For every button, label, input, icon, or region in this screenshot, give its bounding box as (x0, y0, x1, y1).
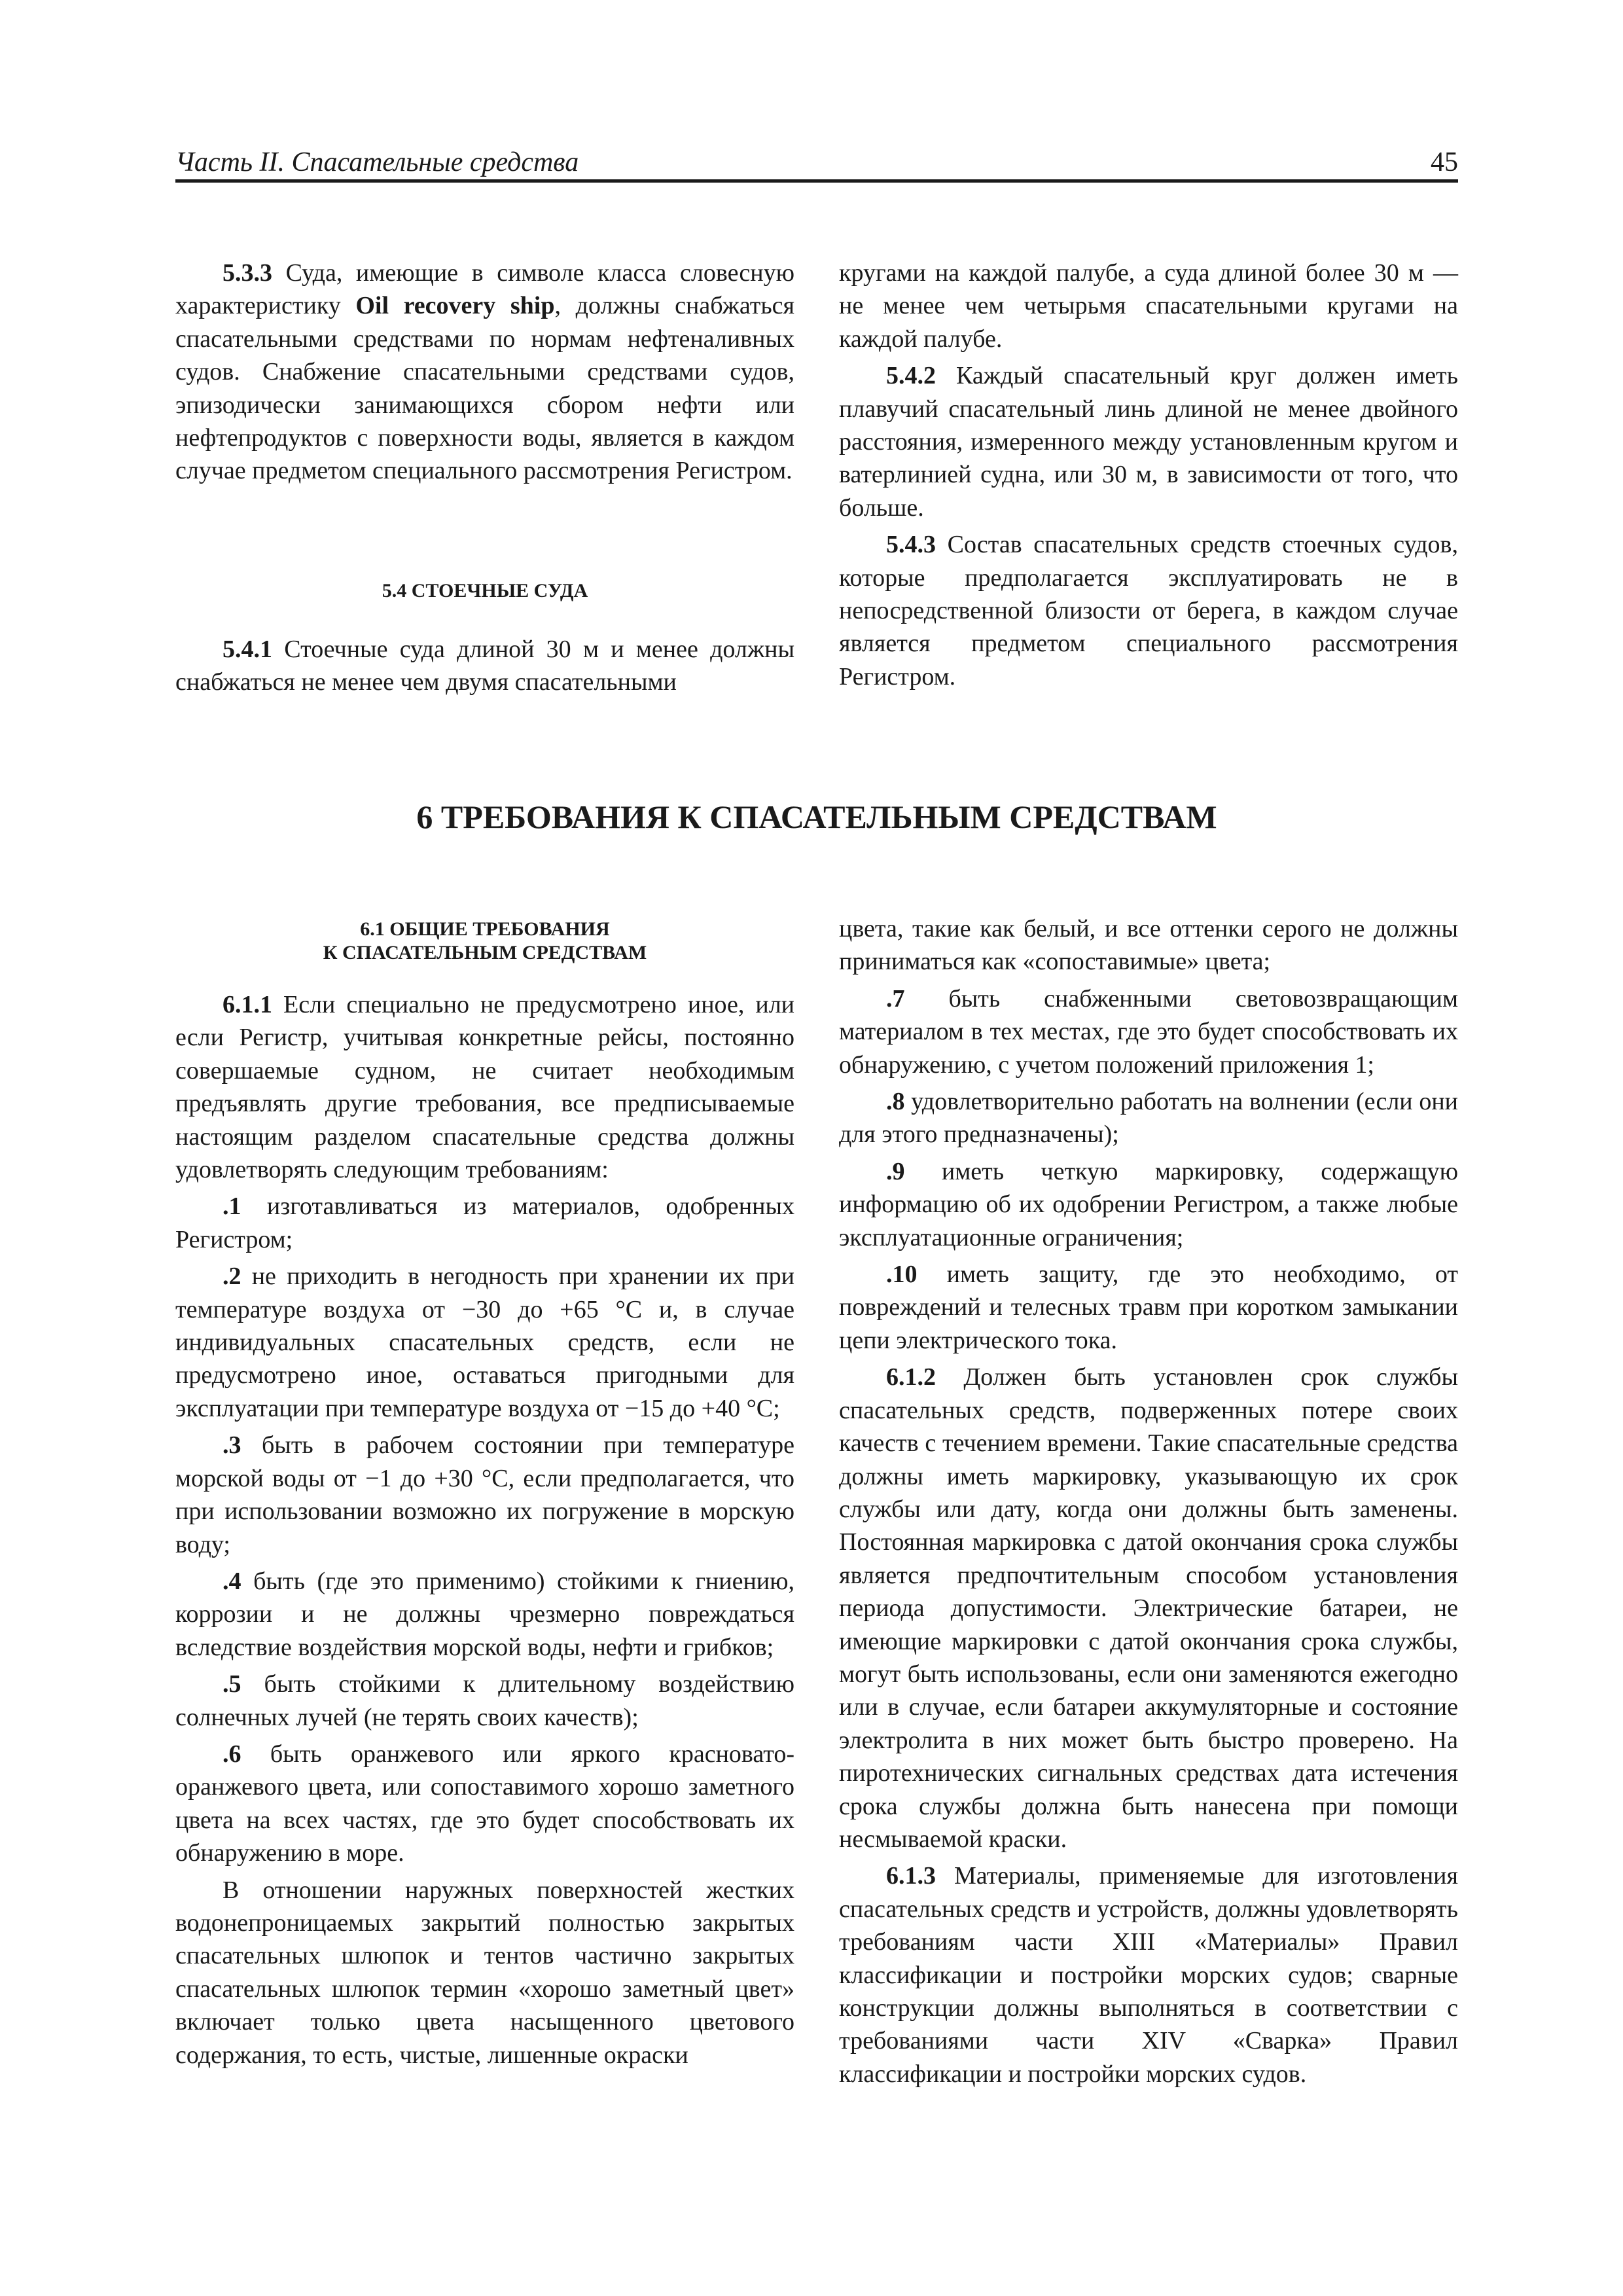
item-text: быть стойкими к длительному воздействию солнечных лучей (не терять своих качеств); (175, 1670, 794, 1731)
paragraph-5-4-1 (175, 633, 794, 699)
item-number: .7 (886, 984, 905, 1013)
paragraph-text: Должен быть установлен срок службы спасательных средств, подверженных потере своих качеств с течением времени. Такие спасательные средства должны иметь маркировку, указывающую их срок службы или дату, когда они должны быть заменены. Постоянная маркировка с датой окончания срока службы является предпочтительным способом установления периода допустимости. Электрические батареи, не имеющие маркировки с датой окончания срока службы, могут быть использованы, если они заменяются ежегодно или в случае, если батареи аккумуляторные и состояние электролита в них может быть быстро проверено. На пиротехнических сигнальных средствах дата истечения срока службы должна быть нанесена при помощи несмываемой краски. (839, 1363, 1458, 1853)
paragraph-text: Стоечные суда длиной 30 м и менее должны снабжаться не менее чем двумя спасательными (175, 635, 794, 696)
paragraph-text: , должны снабжаться спасательными средствами по нормам нефтеналивных судов. Снабжение спасательными средствами судов, эпизодически занимающихся сбором нефти или нефтепродуктов с поверхности воды, является в каждом случае предметом специального рассмотрения Регистром. (175, 292, 795, 485)
list-item-7 (839, 982, 1458, 1081)
paragraph-5-4-2 (839, 359, 1458, 524)
item-number: .6 (223, 1740, 241, 1768)
list-item-5 (175, 1668, 794, 1734)
paragraph-6-1-2 (839, 1361, 1458, 1856)
paragraph-text: Каждый спасательный круг должен иметь плавучий спасательный линь длиной не менее двойного расстояния, измеренного между установленным кругом и ватерлинией судна, или 30 м, в зависимости от того, что больше. (839, 362, 1458, 522)
class-notation: Oil recovery ship (355, 292, 555, 320)
list-item-8 (839, 1085, 1458, 1151)
list-item-1 (175, 1190, 794, 1256)
top-right-column (839, 257, 1458, 693)
header-title: Часть II. Спасательные средства (175, 147, 579, 177)
paragraph-text: Суда, имеющие в символе класса словесную характеристику (175, 259, 794, 320)
page-number: 45 (1431, 147, 1458, 177)
paragraph-continuation: цвета, такие как белый, и все оттенки серого не должны приниматься как «сопоставимые» цвета; (839, 915, 1458, 976)
running-header (175, 145, 1458, 181)
item-text: быть оранжевого или яркого красновато-оранжевого цвета, или сопоставимого хорошо заметного цвета на всех частях, где это будет способствовать их обнаружению в море. (175, 1740, 794, 1867)
section-heading-line: К СПАСАТЕЛЬНЫМ СРЕДСТВАМ (323, 942, 647, 963)
list-item-9 (839, 1155, 1458, 1254)
item-text: иметь защиту, где это необходимо, от повреждений и телесных травм при коротком замыкании цепи электрического тока. (839, 1261, 1458, 1354)
bottom-left-column (175, 918, 794, 2072)
item-number: .1 (223, 1193, 241, 1221)
item-text: быть в рабочем состоянии при температуре морской воды от −1 до +30 °С, если предполагается, что при использовании возможно их погружение в морскую воду; (175, 1431, 794, 1558)
paragraph-number: 6.1.3 (886, 1862, 936, 1890)
paragraph-number: 5.4.2 (886, 362, 936, 390)
item-text: быть (где это применимо) стойкими к гниению, коррозии и не должны чрезмерно повреждаться вследствие воздействия морской воды, нефти и грибков; (175, 1567, 794, 1661)
item-number: .3 (223, 1431, 241, 1460)
item-number: .10 (886, 1261, 918, 1289)
list-item-4 (175, 1565, 794, 1664)
item-text: не приходить в негодность при хранении их при температуре воздуха от −30 до +65 °С и, в случае индивидуальных спасательных средств, если не предусмотрено иное, оставаться пригодными для эксплуатации при температуре воздуха от −15 до +40 °С; (175, 1263, 794, 1422)
paragraph-5-3-3 (175, 257, 794, 488)
paragraph-text: Состав спасательных средств стоечных судов, которые предполагается эксплуатировать не в непосредственной близости от берега, в каждом случае является предметом специального рассмотрения Регистром. (839, 531, 1458, 691)
item-text: изготавливаться из материалов, одобренных Регистром; (175, 1193, 794, 1253)
header-rule (175, 179, 1458, 183)
item-number: .5 (223, 1670, 241, 1698)
paragraph-number: 5.3.3 (223, 259, 272, 287)
paragraph-number: 6.1.2 (886, 1363, 936, 1391)
list-item-3 (175, 1429, 794, 1561)
list-item-2 (175, 1260, 794, 1425)
paragraph-6-1-1 (175, 988, 794, 1186)
paragraph-number: 5.4.3 (886, 531, 936, 559)
list-item-10 (839, 1258, 1458, 1357)
item-number: .9 (886, 1157, 905, 1185)
item-number: .2 (223, 1263, 241, 1291)
item-number: .8 (886, 1088, 905, 1116)
chapter-title: 6 ТРЕБОВАНИЯ К СПАСАТЕЛЬНЫМ СРЕДСТВАМ (416, 798, 1217, 835)
item-text: иметь четкую маркировку, содержащую информацию об их одобрении Регистром, а также любые эксплуатационные ограничения; (839, 1157, 1458, 1251)
paragraph-text: Материалы, применяемые для изготовления спасательных средств и устройств, должны удовлетворять требованиям части XIII «Материалы» Правил классификации и постройки морских судов; сварные конструкции должны выполняться в соответствии с требованиями части XIV «Сварка» Правил классификации и постройки морских судов. (839, 1862, 1458, 2088)
item-number: .4 (223, 1567, 241, 1595)
paragraph-number: 5.4.1 (223, 635, 272, 663)
section-heading-line: 6.1 ОБЩИЕ ТРЕБОВАНИЯ (360, 918, 610, 940)
item-text: удовлетворительно работать на волнении (если они для этого предназначены); (839, 1088, 1458, 1149)
section-heading-6-1 (175, 918, 794, 965)
top-left-column (175, 257, 794, 699)
bottom-right-column (839, 912, 1458, 2090)
paragraph-6-1-3 (839, 1859, 1458, 2090)
paragraph-text: Если специально не предусмотрено иное, или если Регистр, учитывая конкретные рейсы, постоянно совершаемые судном, не считает необходимым предъявлять другие требования, все предписываемые настоящим разделом спасательные средства должны удовлетворять следующим требованиям: (175, 991, 794, 1184)
paragraph-number: 6.1.1 (223, 991, 272, 1018)
list-item-6 (175, 1738, 794, 1870)
item-text: быть снабженными световозвращающим материалом в тех местах, где это будет способствовать их обнаружению, с учетом положений приложения 1; (839, 984, 1458, 1079)
paragraph-color: В отношении наружных поверхностей жестких водонепроницаемых закрытий полностью закрытых спасательных шлюпок и тентов частично закрытых спасательных шлюпок термин «хорошо заметный цвет» включает только цвета насыщенного цветового содержания, то есть, чистые, лишенные окраски (175, 1876, 794, 2069)
paragraph-5-4-3 (839, 528, 1458, 693)
section-heading-5-4: 5.4 СТОЕЧНЫЕ СУДА (382, 579, 588, 601)
paragraph-continuation: кругами на каждой палубе, а суда длиной более 30 м — не менее чем четырьмя спасательными кругами на каждой палубе. (839, 259, 1458, 353)
